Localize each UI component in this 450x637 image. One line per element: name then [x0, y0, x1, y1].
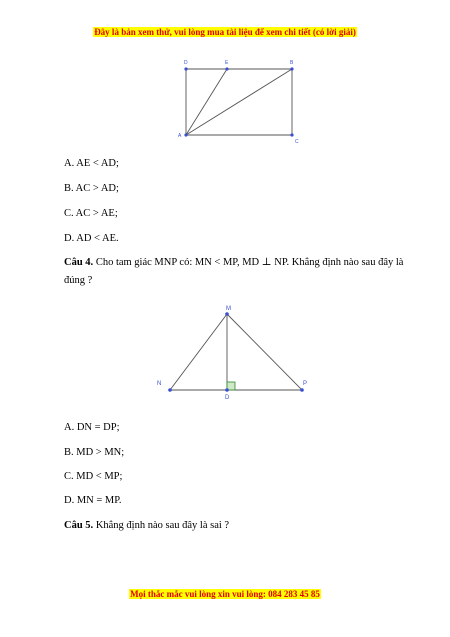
q5-number: Câu 5.	[64, 520, 94, 531]
q5-text: Khẳng định nào sau đây là sai ?	[95, 520, 230, 531]
label-p: P	[303, 381, 308, 387]
label-c: C	[295, 139, 299, 145]
q3-option-a: A. AE < AD;	[64, 158, 119, 169]
figure-rectangle-abcd	[170, 58, 310, 148]
question-5	[64, 517, 409, 535]
label-b: B	[290, 60, 294, 66]
figure-triangle-mnp	[152, 300, 322, 405]
question-4	[64, 254, 409, 290]
footer-banner: Mọi thắc mắc vui lòng xin vui lòng: 084 283 45 85	[130, 589, 320, 599]
label-a: A	[178, 133, 182, 139]
q4-option-a: A. DN = DP;	[64, 422, 120, 433]
q4-number: Câu 4.	[64, 257, 94, 268]
label-m: M	[226, 306, 231, 312]
header-banner: Đây là bản xem thử, vui lòng mua tài liệu để xem chi tiết (có lời giải)	[94, 27, 356, 37]
q4-option-d: D. MN = MP.	[64, 495, 122, 506]
q4-text: Cho tam giác MNP có: MN < MP, MD ⊥ NP. Khẳng định nào sau đây là đúng ?	[64, 257, 404, 286]
label-n: N	[157, 381, 162, 387]
label-d2: D	[225, 395, 230, 401]
label-d: D	[184, 60, 188, 66]
q4-option-b: B. MD > MN;	[64, 447, 125, 458]
q3-option-d: D. AD < AE.	[64, 233, 119, 244]
q3-option-c: C. AC > AE;	[64, 208, 118, 219]
q3-option-b: B. AC > AD;	[64, 183, 119, 194]
label-e: E	[225, 60, 229, 66]
q4-option-c: C. MD < MP;	[64, 471, 123, 482]
